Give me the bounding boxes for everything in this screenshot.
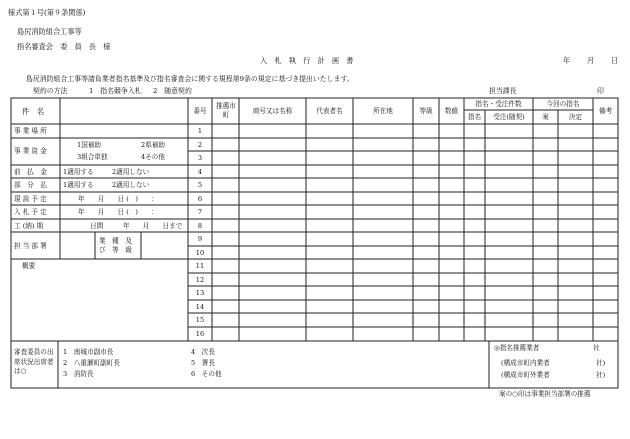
- intro-statement: 島尻消防組合工事等請負業者指名基準及び指名審査会に関する規程第9条の規定に基づき提出いたします。: [26, 75, 354, 83]
- footnote: 案の○印は事業担当部署の推薦: [499, 390, 591, 398]
- funding-option-4: 4その他: [141, 153, 165, 161]
- col-grade-header: 等級: [419, 107, 433, 115]
- row-number: 15: [195, 316, 205, 324]
- partial-option-2: 2適用しない: [112, 181, 150, 189]
- funding-option-2: 2県補助: [141, 141, 165, 149]
- committee-member-6: 6 その他: [191, 370, 222, 378]
- col-address-header: 所在地: [373, 107, 393, 115]
- work-site-label: 事 業 場 所: [14, 127, 47, 135]
- committee-member-1: 1 南城市副市長: [63, 348, 114, 356]
- document-title: 入 札 執 行 計 画 書: [260, 56, 354, 65]
- col-company-header: 商号又は名称: [252, 107, 293, 115]
- advance-option-2: 2適用しない: [112, 168, 150, 176]
- inside-contractors-unit: 社): [596, 359, 606, 367]
- addressee-line-2: 指名審査会 委 員 長 様: [17, 42, 111, 51]
- row-number: 16: [195, 330, 205, 338]
- row-number: 3: [197, 154, 203, 162]
- col-points-header: 数値: [444, 107, 459, 115]
- row-number: 6: [197, 195, 203, 203]
- site-briefing-value: 年 月 日 ( ) ：: [78, 195, 158, 203]
- row-number: 13: [195, 289, 205, 297]
- contract-method-label: 契約の方法: [33, 87, 68, 95]
- item-name-label: 件 名: [22, 107, 45, 116]
- col-recommend-header: 推薦市町: [216, 102, 236, 119]
- partial-option-1: 1適用する: [63, 181, 94, 189]
- row-number: 2: [197, 141, 203, 149]
- addressee-line-1: 島尻消防組合工事等: [17, 27, 82, 36]
- contract-method-option-1: 1 指名競争入札: [89, 87, 142, 95]
- advance-option-1: 1適用する: [63, 168, 94, 176]
- date-month: 月: [587, 56, 595, 65]
- category-grade-label: 業 種 及び 等 級: [99, 237, 132, 254]
- advance-payment-label: 前 払 金: [14, 168, 47, 176]
- site-briefing-label: 現 説 予 定: [14, 195, 47, 203]
- row-number: 5: [197, 181, 203, 189]
- recommended-contractors-label: ◎指名推薦業者: [494, 344, 540, 352]
- row-number: 11: [195, 262, 205, 270]
- committee-member-2: 2 八重瀬町副町長: [63, 359, 120, 367]
- funding-option-1: 1国補助: [77, 141, 101, 149]
- partial-payment-label: 部 分 払: [14, 181, 47, 189]
- col-representative-header: 代表者名: [316, 107, 343, 115]
- committee-member-5: 5 署長: [191, 359, 215, 367]
- delivery-period-label: 工 (納) 期: [14, 222, 44, 230]
- col-proposal-header: 案: [542, 113, 549, 121]
- row-number: 14: [195, 303, 205, 311]
- col-nominated-header: 指名: [467, 113, 482, 121]
- inside-contractors-label: (構成市町内業者: [501, 359, 550, 367]
- col-orders-header: 受注(随契): [493, 113, 525, 121]
- seal-mark: 印: [597, 87, 604, 95]
- contract-method-option-2: 2 随意契約: [153, 87, 192, 95]
- department-label: 担 当 部 署: [14, 242, 47, 250]
- nomination-group-header: 指名・受注件数: [475, 100, 522, 108]
- delivery-period-value: 日間 年 月 日まで: [90, 222, 183, 230]
- date-year: 年: [563, 56, 571, 65]
- manager-label: 担当課長: [489, 87, 517, 95]
- col-number-header: 番号: [193, 107, 207, 115]
- funding-option-3: 3組合単独: [77, 153, 108, 161]
- col-remarks-header: 備考: [598, 107, 613, 115]
- row-number: 10: [195, 249, 205, 257]
- row-number: 1: [197, 127, 203, 135]
- funding-label: 事 業 資 金: [14, 147, 47, 155]
- recommended-contractors-unit: 社: [593, 344, 600, 352]
- committee-attendance-label: 審査委員の出席状況出席者は○: [14, 348, 54, 376]
- row-number: 12: [195, 276, 205, 284]
- date-day: 日: [611, 56, 619, 65]
- row-number: 4: [197, 168, 203, 176]
- committee-member-4: 4 次長: [191, 348, 215, 356]
- row-number: 8: [197, 222, 203, 230]
- previous-nomination-header: 今回の指名: [546, 100, 580, 108]
- outside-contractors-unit: 社): [596, 371, 606, 379]
- overview-label: 概要: [22, 262, 36, 270]
- committee-member-3: 3 消防長: [63, 370, 94, 378]
- col-decision-header: 決定: [568, 113, 583, 121]
- form-number: 様式第１号(第９条関係): [8, 8, 86, 17]
- row-number: 9: [197, 235, 203, 243]
- bid-schedule-value: 年 月 日 ( ) ：: [78, 208, 158, 216]
- outside-contractors-label: (構成市町外業者: [501, 371, 550, 379]
- row-number: 7: [197, 208, 203, 216]
- bid-schedule-label: 入 札 予 定: [14, 208, 47, 216]
